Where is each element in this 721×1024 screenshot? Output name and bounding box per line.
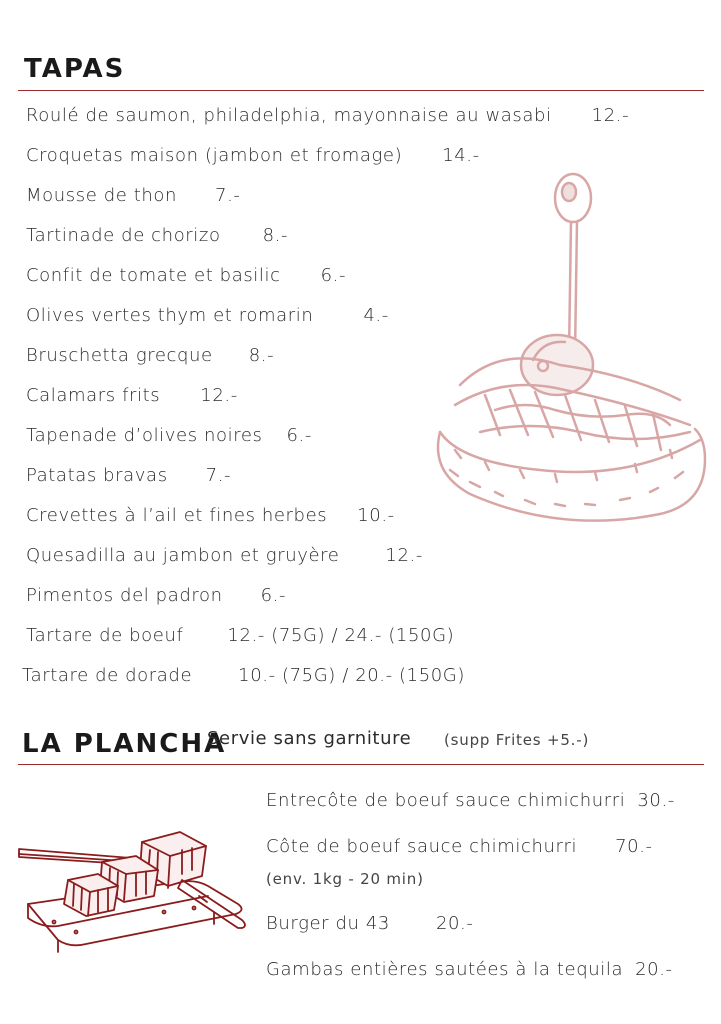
item-price: 10.- (75G) / 20.- (150G) <box>238 665 465 686</box>
tapas-item <box>26 225 288 246</box>
plancha-supplement: (supp Frites +5.-) <box>444 731 590 749</box>
item-price: 12.- <box>591 105 630 126</box>
tapas-item <box>26 105 629 126</box>
item-price: 7.- <box>215 185 241 206</box>
item-price: 20.- <box>635 959 673 980</box>
item-name: Mousse de thon <box>26 185 178 206</box>
steak-board-illustration <box>14 822 264 972</box>
tapas-item <box>26 545 423 566</box>
item-price: 4.- <box>363 305 389 326</box>
plancha-item <box>266 959 673 980</box>
plancha-item <box>266 836 653 857</box>
tapas-item <box>26 145 480 166</box>
item-price: 6.- <box>320 265 347 286</box>
item-price: 70.- <box>615 836 653 857</box>
item-price: 8.- <box>262 225 289 246</box>
item-price: 30.- <box>637 790 675 811</box>
item-price: 6.- <box>286 425 312 446</box>
item-price: 12.- <box>385 545 423 566</box>
tapas-title: TAPAS <box>24 54 126 84</box>
item-name: Confit de tomate et basilic <box>26 265 281 286</box>
item-name: Entrecôte de boeuf sauce chimichurri <box>266 790 626 811</box>
item-name: Tartare de dorade <box>22 665 193 686</box>
item-name: Roulé de saumon, philadelphia, mayonnaise au wasabi <box>26 105 552 126</box>
tapas-item <box>26 585 286 606</box>
item-name: Tapenade d’olives noires <box>26 425 263 446</box>
item-price: 12.- <box>200 385 238 406</box>
item-name: Olives vertes thym et romarin <box>26 305 314 326</box>
tapas-item <box>26 345 274 366</box>
item-price: 20.- <box>435 913 474 934</box>
item-name: Bruschetta grecque <box>26 345 213 366</box>
item-name: Patatas bravas <box>26 465 168 486</box>
plancha-title: LA PLANCHA <box>22 729 227 759</box>
tapas-item <box>26 385 238 406</box>
plancha-item-note: (env. 1kg - 20 min) <box>266 870 424 888</box>
item-name: Pimentos del padron <box>26 585 223 606</box>
tapas-item <box>26 505 395 526</box>
item-name: Côte de boeuf sauce chimichurri <box>266 836 578 857</box>
tapas-item <box>26 425 312 446</box>
tapas-item <box>26 465 231 486</box>
item-price: 10.- <box>357 505 395 526</box>
item-name: Tartare de boeuf <box>26 625 184 646</box>
item-name: Quesadilla au jambon et gruyère <box>26 545 340 566</box>
item-price: 12.- (75G) / 24.- (150G) <box>227 625 455 646</box>
tapas-item <box>26 265 346 286</box>
tapas-skewer-illustration <box>425 170 715 540</box>
tapas-item <box>22 665 465 686</box>
tapas-item <box>26 625 454 646</box>
item-price: 7.- <box>205 465 232 486</box>
plancha-item <box>266 913 473 934</box>
item-name: Croquetas maison (jambon et fromage) <box>26 145 403 166</box>
plancha-divider <box>18 764 704 765</box>
tapas-item <box>26 185 241 206</box>
item-name: Tartinade de chorizo <box>26 225 221 246</box>
item-price: 14.- <box>442 145 480 166</box>
tapas-item <box>26 305 389 326</box>
item-name: Burger du 43 <box>266 913 390 934</box>
plancha-subtitle: Servie sans garniture <box>207 728 412 749</box>
plancha-item <box>266 790 675 811</box>
item-price: 8.- <box>248 345 275 366</box>
item-name: Gambas entières sautées à la tequila <box>266 959 624 980</box>
item-name: Crevettes à l’ail et fines herbes <box>26 505 328 526</box>
item-price: 6.- <box>260 585 287 606</box>
item-name: Calamars frits <box>26 385 161 406</box>
tapas-divider <box>18 90 704 91</box>
